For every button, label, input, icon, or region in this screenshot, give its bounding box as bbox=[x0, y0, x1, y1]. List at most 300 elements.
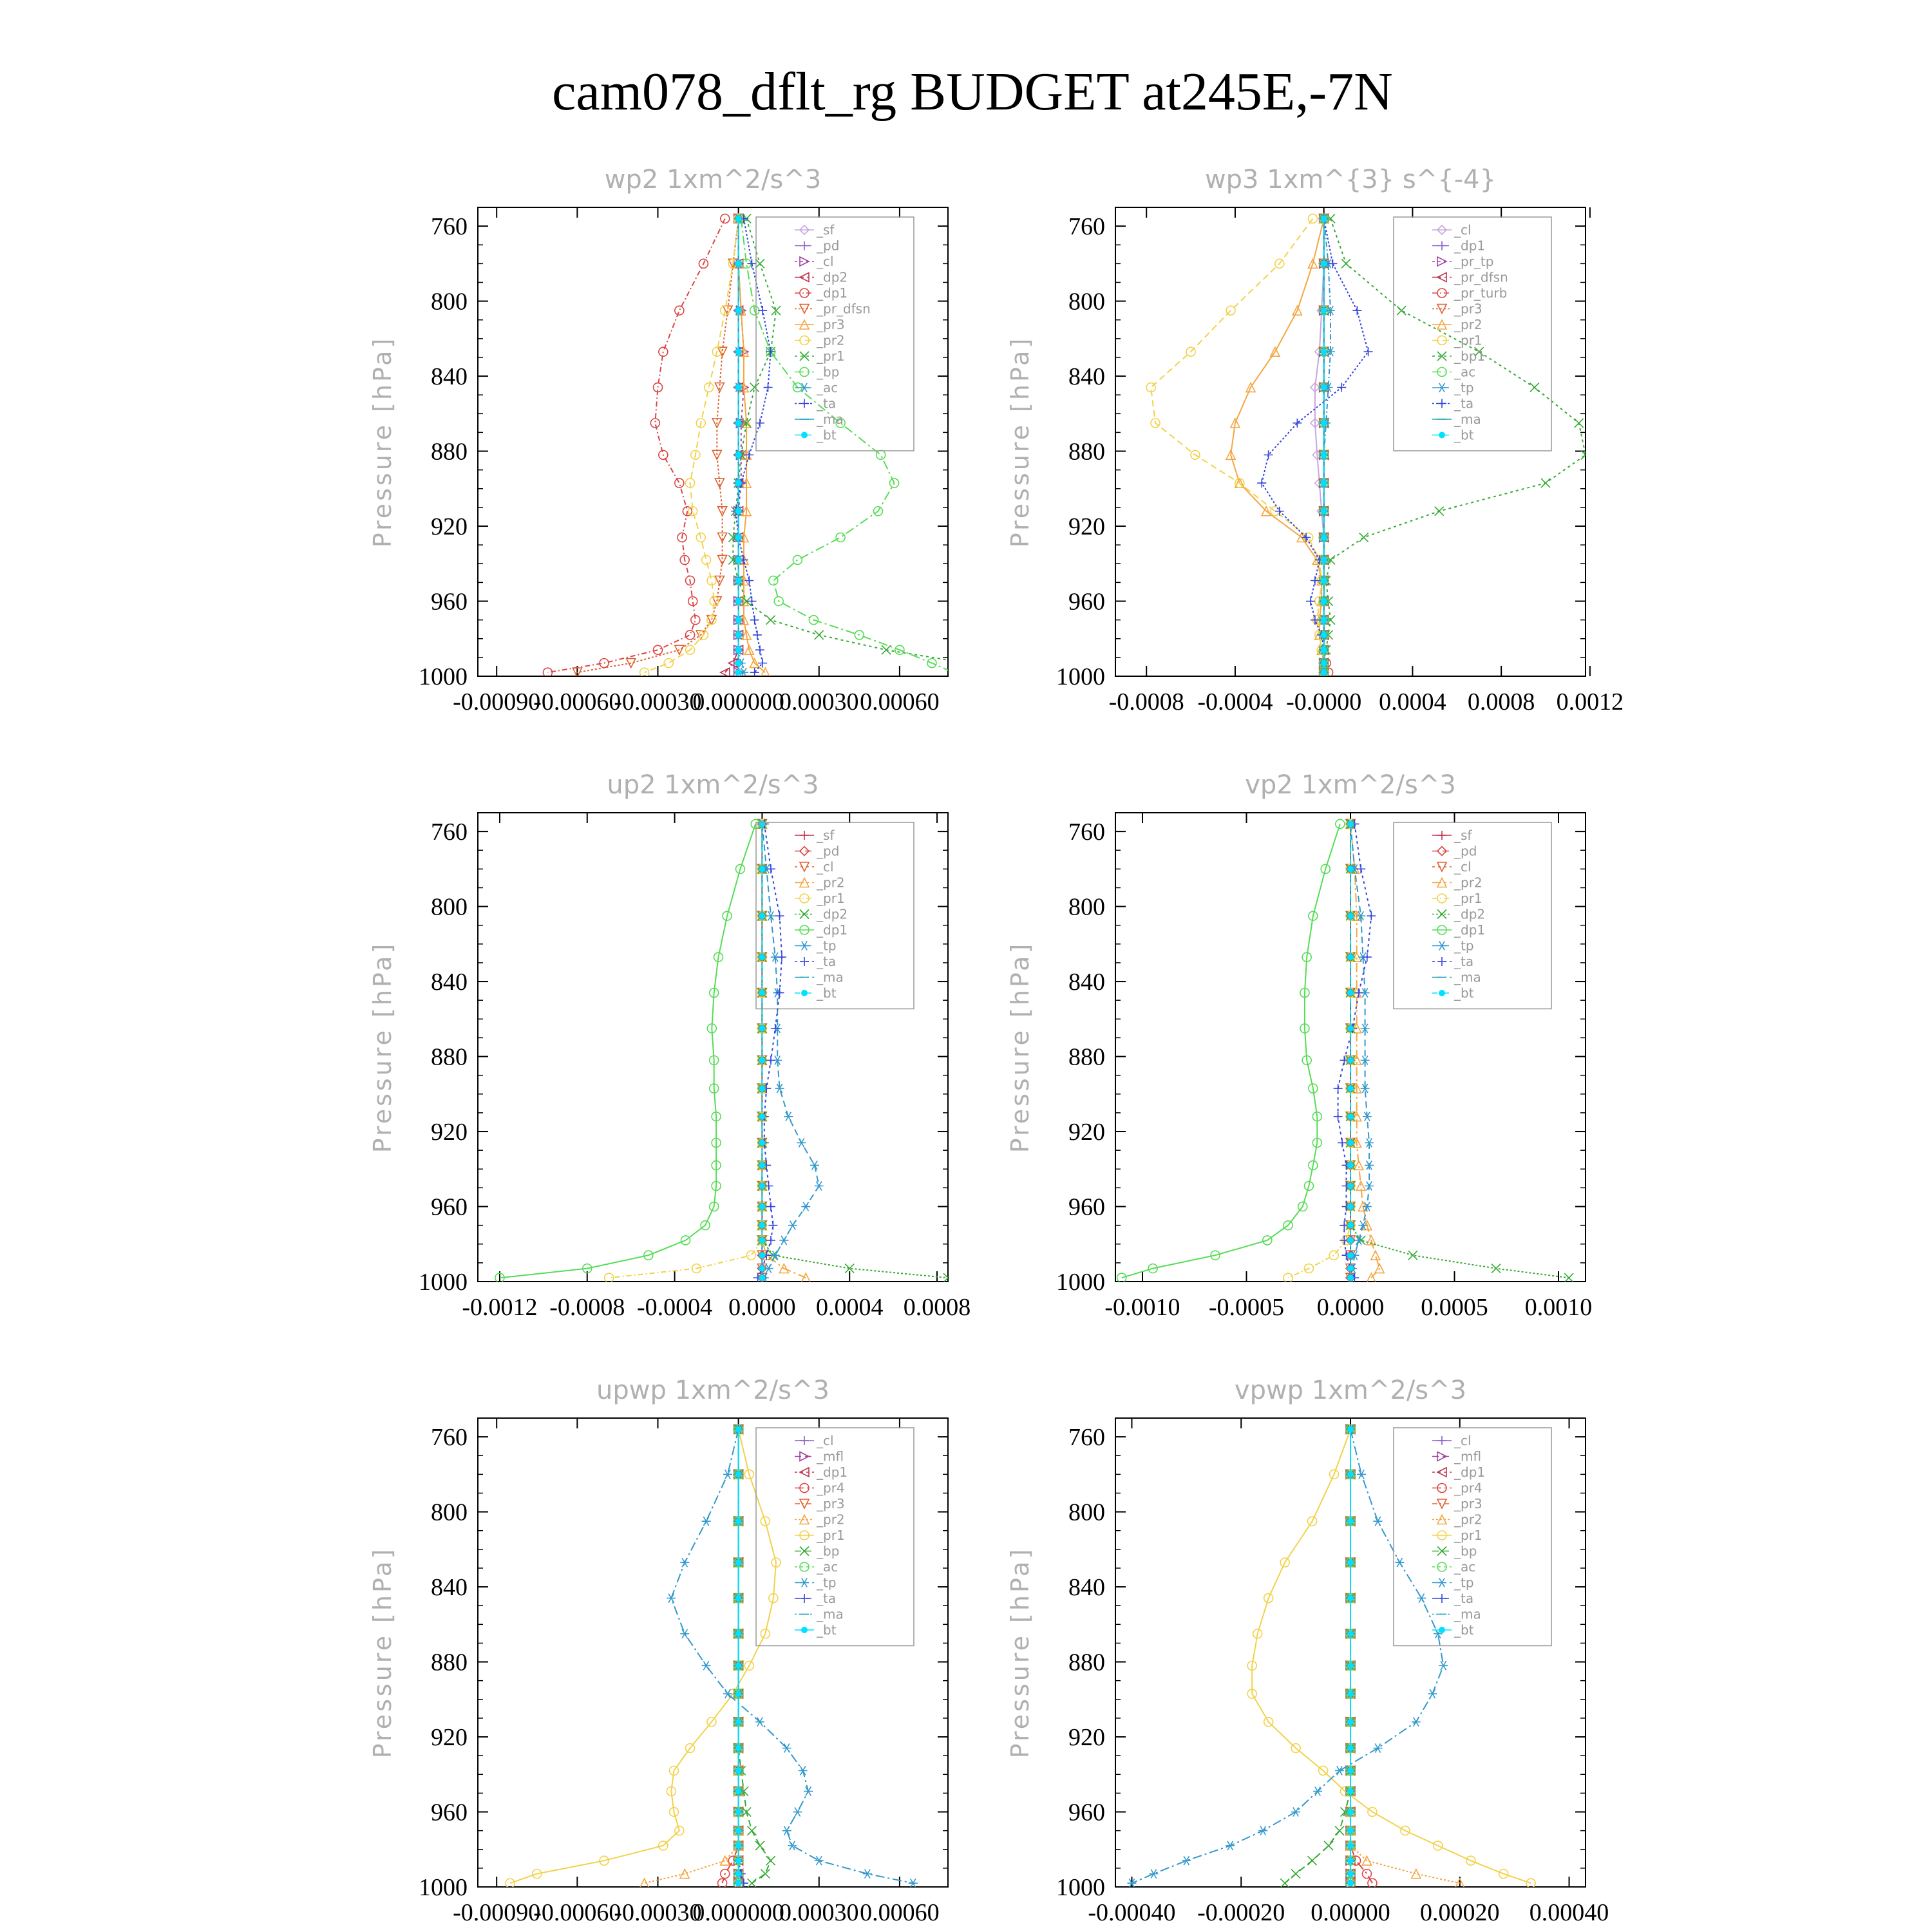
data-point bbox=[680, 1629, 689, 1638]
data-point bbox=[777, 952, 786, 961]
data-point bbox=[1347, 1265, 1354, 1272]
data-point bbox=[735, 420, 742, 426]
data-point bbox=[675, 306, 684, 315]
legend-label: _ac bbox=[1454, 1559, 1476, 1575]
data-point bbox=[759, 1204, 765, 1210]
data-point bbox=[753, 630, 762, 639]
legend-marker bbox=[800, 1594, 809, 1603]
legend-label: _ac bbox=[1454, 364, 1476, 380]
y-tick-label: 960 bbox=[431, 588, 468, 616]
data-point bbox=[735, 660, 742, 667]
legend-marker bbox=[800, 399, 809, 408]
x-tick-label: 0.0012 bbox=[1556, 688, 1624, 715]
data-point bbox=[735, 215, 742, 222]
y-tick-label: 840 bbox=[431, 1574, 468, 1602]
y-tick-label: 760 bbox=[431, 819, 468, 846]
data-point bbox=[1321, 260, 1327, 267]
x-tick-label: -0.00040 bbox=[1088, 1899, 1176, 1926]
data-point bbox=[1347, 990, 1354, 996]
legend-label: _dp1 bbox=[1454, 922, 1486, 938]
y-tick-label: 840 bbox=[1068, 1574, 1105, 1602]
data-point bbox=[815, 630, 824, 639]
x-tick-label: -0.0008 bbox=[549, 1294, 625, 1321]
data-point bbox=[680, 1558, 689, 1567]
data-point bbox=[766, 1056, 775, 1065]
data-point bbox=[1352, 306, 1361, 315]
legend-label: _pr2 bbox=[817, 1511, 845, 1528]
data-point bbox=[1291, 1870, 1300, 1879]
series-line-dp1 bbox=[548, 219, 725, 673]
data-point bbox=[735, 508, 742, 515]
y-tick-label: 1000 bbox=[419, 663, 468, 690]
data-point bbox=[746, 1251, 755, 1260]
x-tick-label: -0.00090 bbox=[453, 1899, 541, 1926]
legend-label: _bp bbox=[817, 1543, 840, 1559]
data-point bbox=[1321, 647, 1327, 653]
data-point bbox=[1347, 954, 1354, 960]
data-point bbox=[735, 598, 742, 605]
x-tick-label: 0.00030 bbox=[779, 1899, 859, 1926]
series-group bbox=[495, 819, 952, 1282]
series-line-pr2 bbox=[645, 219, 739, 673]
data-point bbox=[759, 1182, 765, 1189]
y-tick-label: 760 bbox=[1068, 213, 1105, 241]
data-point bbox=[1264, 450, 1273, 459]
y-tick-label: 800 bbox=[431, 1499, 468, 1526]
data-point bbox=[735, 1788, 742, 1794]
data-point bbox=[876, 450, 886, 459]
data-point bbox=[1347, 1595, 1354, 1602]
y-axis-label: Pressure [hPa] bbox=[1006, 1546, 1034, 1759]
x-tick-label: -0.0005 bbox=[1208, 1294, 1285, 1321]
y-axis-label: Pressure [hPa] bbox=[368, 336, 397, 548]
legend-marker bbox=[1437, 1594, 1446, 1603]
panel-6 bbox=[1006, 1376, 1609, 1926]
data-point bbox=[735, 451, 742, 458]
x-tick-label: 0.0005 bbox=[1421, 1294, 1488, 1321]
legend-label: _ma bbox=[817, 969, 844, 985]
x-tick-label: 0.0008 bbox=[1467, 688, 1535, 715]
data-point bbox=[1347, 1842, 1354, 1849]
legend-label: _pr_dfsn bbox=[1454, 269, 1508, 285]
y-tick-label: 960 bbox=[1068, 1193, 1105, 1221]
panels-container bbox=[368, 165, 1624, 1926]
legend-label: _dp2 bbox=[1454, 906, 1486, 922]
data-point bbox=[1347, 820, 1354, 827]
legend-label: _bp1 bbox=[1454, 348, 1486, 364]
data-point bbox=[1362, 1870, 1371, 1879]
data-point bbox=[1321, 556, 1327, 563]
data-point bbox=[759, 1057, 765, 1063]
legend-label: _cl bbox=[817, 254, 834, 269]
x-tick-label: 0.0000 bbox=[728, 1294, 796, 1321]
legend-marker bbox=[801, 432, 808, 439]
data-point bbox=[793, 1808, 802, 1817]
data-point bbox=[1359, 533, 1368, 542]
data-point bbox=[1226, 306, 1235, 315]
y-tick-label: 800 bbox=[1068, 893, 1105, 921]
legend-label: _tp bbox=[1454, 1575, 1474, 1591]
data-point bbox=[1347, 1745, 1354, 1752]
figure-title: cam078_dflt_rg BUDGET at245E,-7N bbox=[552, 62, 1393, 122]
plot-frame bbox=[478, 1418, 948, 1887]
data-point bbox=[735, 1828, 742, 1834]
x-tick-label: 0.00060 bbox=[860, 1899, 940, 1926]
y-tick-label: 880 bbox=[1068, 438, 1105, 466]
data-point bbox=[759, 1085, 765, 1092]
data-point bbox=[735, 1595, 742, 1602]
y-tick-label: 800 bbox=[1068, 1499, 1105, 1526]
data-point bbox=[836, 533, 845, 542]
data-point bbox=[735, 577, 742, 583]
panel-title: vpwp 1xm^2/s^3 bbox=[1234, 1376, 1467, 1405]
data-point bbox=[735, 307, 742, 314]
legend-label: _pr1 bbox=[1454, 332, 1482, 348]
legend-marker bbox=[1437, 399, 1446, 408]
y-tick-label: 880 bbox=[1068, 1043, 1105, 1071]
series-group bbox=[543, 214, 1006, 677]
data-point bbox=[1347, 1518, 1354, 1524]
legend-label: _ma bbox=[817, 412, 844, 427]
data-point bbox=[735, 384, 742, 391]
data-point bbox=[1149, 1870, 1158, 1879]
legend-marker bbox=[800, 942, 809, 951]
panel-title: wp2 1xm^2/s^3 bbox=[604, 165, 822, 194]
data-point bbox=[1334, 1112, 1343, 1121]
y-tick-label: 960 bbox=[431, 1799, 468, 1826]
data-point bbox=[1321, 451, 1327, 458]
data-point bbox=[1321, 598, 1327, 605]
data-point bbox=[759, 820, 765, 827]
data-point bbox=[735, 1426, 742, 1432]
data-point bbox=[1293, 419, 1302, 428]
legend-label: _tp bbox=[1454, 938, 1474, 954]
data-point bbox=[653, 645, 662, 654]
series-line-pr1 bbox=[733, 219, 1001, 673]
x-tick-label: -0.0008 bbox=[1108, 688, 1184, 715]
legend-label: _dp1 bbox=[1454, 238, 1486, 254]
legend bbox=[756, 1428, 914, 1646]
data-point bbox=[1334, 1084, 1343, 1093]
y-axis-label: Pressure [hPa] bbox=[368, 1546, 397, 1759]
legend bbox=[756, 217, 914, 451]
legend-label: _mfl bbox=[1454, 1448, 1482, 1464]
data-point bbox=[1347, 866, 1354, 872]
data-point bbox=[759, 1140, 765, 1146]
y-tick-label: 760 bbox=[431, 1424, 468, 1452]
legend-marker bbox=[800, 1578, 809, 1587]
legend-marker bbox=[800, 1436, 809, 1445]
data-point bbox=[882, 645, 891, 654]
legend-label: _pd bbox=[817, 843, 840, 859]
data-point bbox=[784, 1112, 793, 1121]
data-point bbox=[1328, 259, 1337, 268]
data-point bbox=[759, 1162, 765, 1168]
legend-marker bbox=[1437, 1436, 1446, 1445]
data-point bbox=[1347, 1662, 1354, 1669]
legend-label: _cl bbox=[1454, 222, 1472, 238]
y-tick-label: 800 bbox=[431, 893, 468, 921]
legend-label: _pr1 bbox=[817, 891, 845, 906]
data-point bbox=[735, 1857, 742, 1864]
panel-title: up2 1xm^2/s^3 bbox=[607, 770, 819, 800]
legend-label: _ta bbox=[1454, 1591, 1474, 1606]
legend-marker bbox=[801, 1627, 808, 1633]
series-group bbox=[1117, 819, 1573, 1282]
y-tick-label: 760 bbox=[1068, 819, 1105, 846]
data-point bbox=[750, 383, 759, 392]
data-point bbox=[1347, 1767, 1354, 1774]
legend-label: _ac bbox=[817, 380, 838, 395]
data-point bbox=[815, 1856, 824, 1865]
x-tick-label: 0.00000 bbox=[1311, 1899, 1390, 1926]
legend-label: _tp bbox=[817, 938, 837, 954]
data-point bbox=[1371, 1251, 1380, 1260]
data-point bbox=[735, 632, 742, 638]
data-point bbox=[1347, 1719, 1354, 1725]
series-line-ta bbox=[1262, 219, 1368, 673]
legend-label: _bt bbox=[1454, 1622, 1474, 1638]
data-point bbox=[1182, 1856, 1191, 1865]
data-point bbox=[755, 1841, 764, 1850]
data-point bbox=[1347, 1162, 1354, 1168]
data-point bbox=[1321, 632, 1327, 638]
legend bbox=[1394, 822, 1551, 1009]
y-tick-label: 800 bbox=[431, 288, 468, 316]
series-line-pr2 bbox=[645, 1430, 739, 1884]
data-point bbox=[1306, 597, 1315, 606]
data-point bbox=[1412, 1870, 1421, 1879]
data-point bbox=[759, 1222, 765, 1229]
data-point bbox=[1347, 1690, 1354, 1697]
data-point bbox=[766, 616, 775, 625]
data-point bbox=[799, 1766, 808, 1775]
y-tick-label: 920 bbox=[1068, 513, 1105, 541]
data-point bbox=[1336, 819, 1345, 828]
data-point bbox=[1412, 1718, 1421, 1727]
x-tick-label: 0.00060 bbox=[860, 688, 940, 715]
data-point bbox=[759, 990, 765, 996]
y-tick-label: 1000 bbox=[1056, 1269, 1105, 1296]
data-point bbox=[750, 616, 759, 625]
legend-marker bbox=[1439, 432, 1445, 439]
data-point bbox=[1347, 1252, 1354, 1258]
legend-label: _bt bbox=[817, 1622, 837, 1638]
y-tick-label: 800 bbox=[1068, 288, 1105, 316]
data-point bbox=[1321, 480, 1327, 486]
data-point bbox=[735, 1471, 742, 1477]
series-line-pr2 bbox=[1350, 1430, 1460, 1884]
data-point bbox=[775, 989, 784, 998]
legend-label: _ma bbox=[1454, 412, 1481, 427]
legend-label: _pr2 bbox=[1454, 1511, 1482, 1528]
data-point bbox=[1541, 478, 1550, 488]
legend-label: _pr_turb bbox=[1454, 285, 1508, 301]
data-point bbox=[1321, 669, 1327, 676]
data-point bbox=[1530, 383, 1539, 392]
y-tick-label: 920 bbox=[1068, 1119, 1105, 1146]
legend-marker bbox=[1437, 957, 1446, 966]
data-point bbox=[1321, 617, 1327, 623]
data-point bbox=[735, 1559, 742, 1566]
data-point bbox=[1347, 1631, 1354, 1637]
series-group bbox=[506, 1425, 918, 1888]
legend-label: _pr_dfsn bbox=[817, 301, 871, 317]
legend-label: _ta bbox=[1454, 395, 1474, 412]
data-point bbox=[782, 1826, 791, 1835]
data-point bbox=[1308, 1856, 1317, 1865]
legend-label: _bt bbox=[1454, 427, 1474, 443]
legend-label: _pr4 bbox=[1454, 1480, 1482, 1496]
legend-label: _sf bbox=[817, 828, 835, 843]
data-point bbox=[1347, 1857, 1354, 1864]
data-point bbox=[949, 668, 958, 677]
data-point bbox=[686, 630, 695, 639]
data-point bbox=[1347, 1025, 1354, 1032]
data-point bbox=[1347, 1182, 1354, 1189]
data-point bbox=[1329, 1251, 1338, 1260]
data-point bbox=[735, 535, 742, 541]
y-tick-label: 840 bbox=[431, 363, 468, 391]
x-tick-label: 0.0004 bbox=[1379, 688, 1446, 715]
data-point bbox=[735, 480, 742, 486]
legend bbox=[1394, 217, 1551, 451]
data-point bbox=[766, 1202, 775, 1211]
legend-label: _pr4 bbox=[817, 1480, 845, 1496]
data-point bbox=[769, 576, 778, 585]
y-tick-label: 920 bbox=[431, 513, 468, 541]
legend-label: _bp bbox=[817, 364, 840, 380]
legend-marker bbox=[1437, 1578, 1446, 1587]
data-point bbox=[1347, 1788, 1354, 1794]
data-point bbox=[771, 1024, 780, 1033]
y-tick-label: 880 bbox=[431, 1649, 468, 1676]
data-point bbox=[1321, 508, 1327, 515]
series-line-pr2 bbox=[762, 824, 806, 1278]
data-point bbox=[764, 383, 773, 392]
data-point bbox=[758, 659, 767, 668]
x-tick-label: -0.0012 bbox=[462, 1294, 538, 1321]
legend-label: _cl bbox=[817, 859, 834, 875]
y-tick-label: 1000 bbox=[1056, 1874, 1105, 1901]
data-point bbox=[759, 1113, 765, 1120]
x-tick-label: -0.00030 bbox=[614, 688, 702, 715]
x-tick-label: 0.0008 bbox=[903, 1294, 971, 1321]
legend-label: _bt bbox=[1454, 985, 1474, 1001]
legend-label: _ma bbox=[1454, 1606, 1481, 1622]
data-point bbox=[997, 668, 1006, 677]
y-tick-label: 760 bbox=[1068, 1424, 1105, 1452]
series-line-bp bbox=[1285, 1430, 1350, 1884]
legend-label: _pr1 bbox=[1454, 1528, 1482, 1543]
x-tick-label: -0.0010 bbox=[1104, 1294, 1180, 1321]
data-point bbox=[815, 1181, 824, 1190]
data-point bbox=[759, 1252, 765, 1258]
legend-label: _ac bbox=[817, 1559, 838, 1575]
data-point bbox=[1321, 384, 1327, 391]
data-point bbox=[735, 1880, 742, 1886]
data-point bbox=[1417, 1594, 1426, 1603]
legend-label: _sf bbox=[1454, 828, 1472, 843]
y-tick-label: 840 bbox=[431, 969, 468, 996]
data-point bbox=[1347, 1085, 1354, 1092]
data-point bbox=[667, 1594, 676, 1603]
y-tick-label: 840 bbox=[1068, 969, 1105, 996]
legend-label: _cl bbox=[1454, 859, 1472, 875]
data-point bbox=[766, 1236, 775, 1245]
panel-3 bbox=[368, 770, 971, 1321]
data-point bbox=[863, 1870, 872, 1879]
x-tick-label: 0.000000 bbox=[692, 1899, 784, 1926]
data-point bbox=[702, 555, 711, 564]
series-line-tp bbox=[1132, 1430, 1444, 1884]
x-tick-label: -0.00020 bbox=[1197, 1899, 1285, 1926]
data-point bbox=[1347, 1140, 1354, 1146]
data-point bbox=[1373, 1517, 1382, 1526]
data-point bbox=[735, 1518, 742, 1524]
data-point bbox=[766, 1856, 775, 1865]
data-point bbox=[747, 259, 756, 268]
legend-label: _cl bbox=[1454, 1433, 1472, 1448]
legend-marker bbox=[801, 990, 808, 996]
legend-label: _pr_tp bbox=[1454, 254, 1494, 269]
data-point bbox=[1347, 1426, 1354, 1432]
panel-5 bbox=[368, 1376, 948, 1926]
legend bbox=[1394, 1428, 1551, 1646]
data-point bbox=[1575, 419, 1584, 428]
panel-title: vp2 1xm^2/s^3 bbox=[1245, 770, 1456, 800]
legend-label: _dp1 bbox=[817, 922, 848, 938]
legend-label: _pr2 bbox=[1454, 875, 1482, 891]
data-point bbox=[1321, 348, 1327, 355]
legend-label: _mfl bbox=[817, 1448, 844, 1464]
data-point bbox=[1321, 535, 1327, 541]
data-point bbox=[735, 1809, 742, 1815]
data-point bbox=[747, 1826, 756, 1835]
data-point bbox=[715, 478, 724, 488]
x-tick-label: -0.00090 bbox=[453, 688, 541, 715]
x-tick-label: 0.00020 bbox=[1420, 1899, 1500, 1926]
x-tick-label: -0.00060 bbox=[533, 1899, 621, 1926]
x-tick-label: 0.0000 bbox=[1316, 1294, 1385, 1321]
y-tick-label: 1000 bbox=[419, 1269, 468, 1296]
data-point bbox=[1347, 1222, 1354, 1229]
legend-label: _pd bbox=[1454, 843, 1477, 859]
panel-4 bbox=[1006, 770, 1592, 1321]
data-point bbox=[1364, 347, 1373, 356]
y-tick-label: 920 bbox=[431, 1119, 468, 1146]
data-point bbox=[797, 1139, 806, 1148]
legend-label: _pr1 bbox=[817, 1528, 845, 1543]
legend-marker bbox=[1439, 990, 1445, 996]
data-point bbox=[1321, 660, 1327, 667]
series-line-dp1 bbox=[1122, 824, 1340, 1278]
data-point bbox=[759, 954, 765, 960]
data-point bbox=[735, 556, 742, 563]
legend-label: _bt bbox=[817, 427, 837, 443]
data-point bbox=[761, 1870, 770, 1879]
y-tick-label: 920 bbox=[431, 1724, 468, 1752]
data-point bbox=[1321, 420, 1327, 426]
legend-label: _sf bbox=[817, 222, 835, 238]
data-point bbox=[735, 1745, 742, 1752]
data-point bbox=[788, 1841, 797, 1850]
legend-label: _pr2 bbox=[817, 875, 845, 891]
data-point bbox=[735, 1662, 742, 1669]
data-point bbox=[735, 348, 742, 355]
data-point bbox=[1257, 478, 1266, 488]
y-tick-label: 1000 bbox=[1056, 663, 1105, 690]
